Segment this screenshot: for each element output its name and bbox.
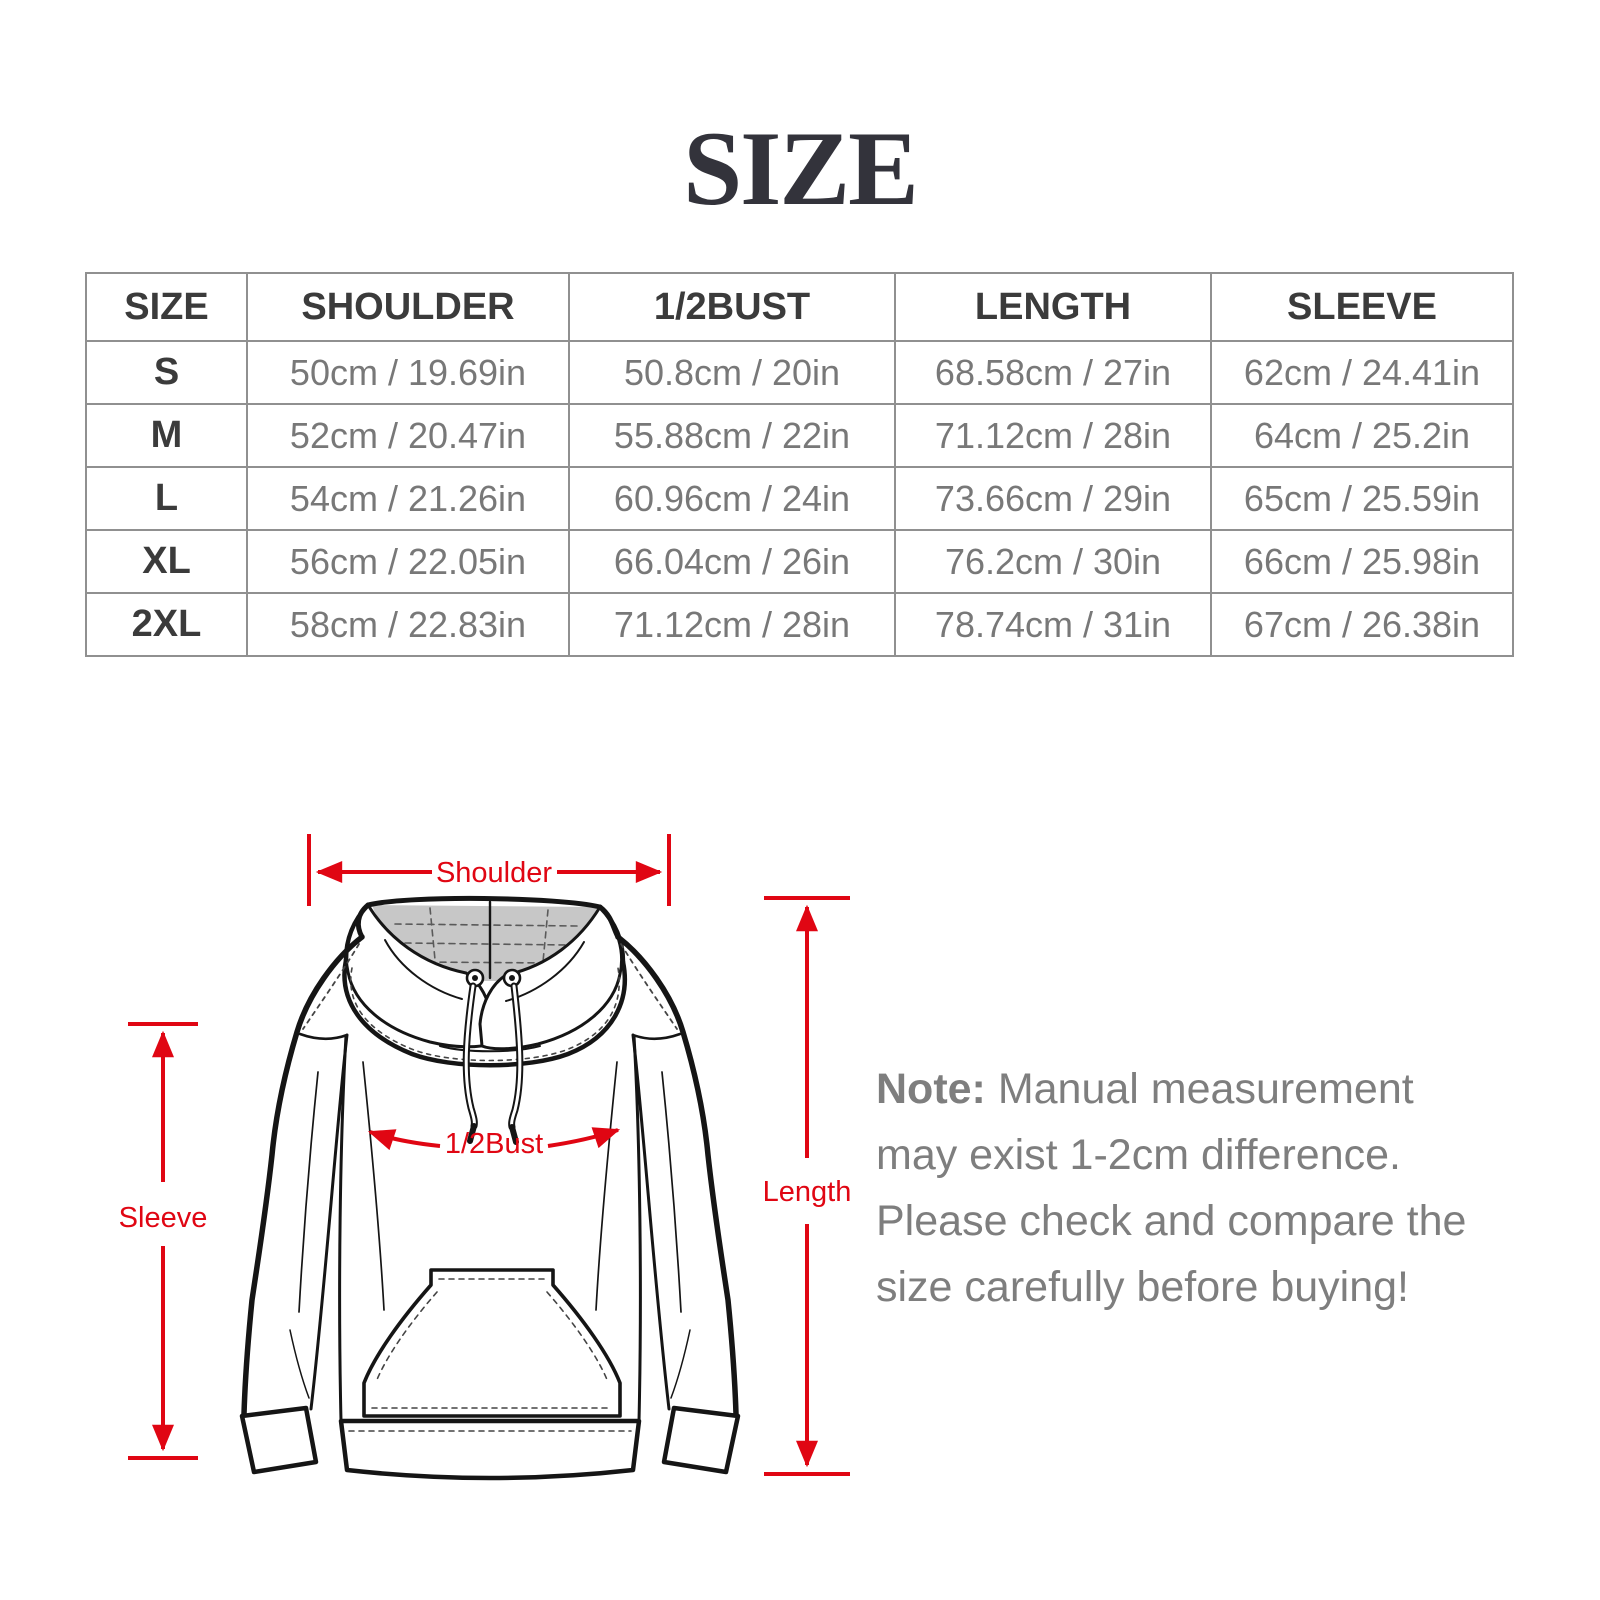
sleeve-arrow	[119, 1024, 208, 1458]
hoodie-measurement-diagram	[100, 810, 860, 1570]
table-cell: 65cm / 25.59in	[1211, 467, 1513, 530]
shoulder-arrow	[309, 834, 669, 906]
page-title: SIZE	[683, 110, 917, 227]
table-cell: 58cm / 22.83in	[247, 593, 569, 656]
size-cell: S	[86, 341, 247, 404]
table-row-m	[86, 404, 1513, 467]
table-row-xl	[86, 530, 1513, 593]
hoodie-illustration	[242, 898, 738, 1478]
table-cell: 66.04cm / 26in	[569, 530, 895, 593]
table-cell: 66cm / 25.98in	[1211, 530, 1513, 593]
table-cell: 64cm / 25.2in	[1211, 404, 1513, 467]
size-cell: L	[86, 467, 247, 530]
column-header-size: SIZE	[86, 273, 247, 341]
table-cell: 56cm / 22.05in	[247, 530, 569, 593]
table-cell: 50cm / 19.69in	[247, 341, 569, 404]
table-row-s	[86, 341, 1513, 404]
table-header-row	[86, 273, 1513, 341]
note-text: Manual measurement may exist 1-2cm difference. Please check and compare the size carefully before buying!	[876, 1065, 1467, 1311]
table-cell: 68.58cm / 27in	[895, 341, 1211, 404]
table-cell: 60.96cm / 24in	[569, 467, 895, 530]
size-cell: 2XL	[86, 593, 247, 656]
column-header-sleeve: SLEEVE	[1211, 273, 1513, 341]
half-bust-arrow	[370, 1128, 618, 1160]
note-label: Note:	[876, 1065, 986, 1113]
size-table	[85, 272, 1514, 657]
kangaroo-pocket	[364, 1270, 620, 1416]
length-arrow	[763, 898, 852, 1474]
table-cell: 62cm / 24.41in	[1211, 341, 1513, 404]
measurement-note	[876, 1056, 1476, 1320]
table-cell: 78.74cm / 31in	[895, 593, 1211, 656]
table-cell: 67cm / 26.38in	[1211, 593, 1513, 656]
shoulder-arrow-label: Shoulder	[435, 857, 553, 889]
table-cell: 76.2cm / 30in	[895, 530, 1211, 593]
size-cell: M	[86, 404, 247, 467]
table-cell: 54cm / 21.26in	[247, 467, 569, 530]
table-cell: 55.88cm / 22in	[569, 404, 895, 467]
table-cell: 71.12cm / 28in	[895, 404, 1211, 467]
hem-band	[341, 1421, 639, 1478]
table-cell: 52cm / 20.47in	[247, 404, 569, 467]
table-row-l	[86, 467, 1513, 530]
cuff-right	[664, 1408, 738, 1472]
column-header-shoulder: SHOULDER	[247, 273, 569, 341]
cuff-left	[242, 1408, 316, 1472]
sleeve-arrow-label: Sleeve	[118, 1202, 208, 1234]
length-arrow-label: Length	[762, 1176, 852, 1208]
column-header-halfbust: 1/2BUST	[569, 273, 895, 341]
table-cell: 71.12cm / 28in	[569, 593, 895, 656]
table-cell: 50.8cm / 20in	[569, 341, 895, 404]
column-header-length: LENGTH	[895, 273, 1211, 341]
table-cell: 73.66cm / 29in	[895, 467, 1211, 530]
table-row-2xl	[86, 593, 1513, 656]
half-bust-arrow-label: 1/2Bust	[444, 1128, 544, 1160]
size-cell: XL	[86, 530, 247, 593]
